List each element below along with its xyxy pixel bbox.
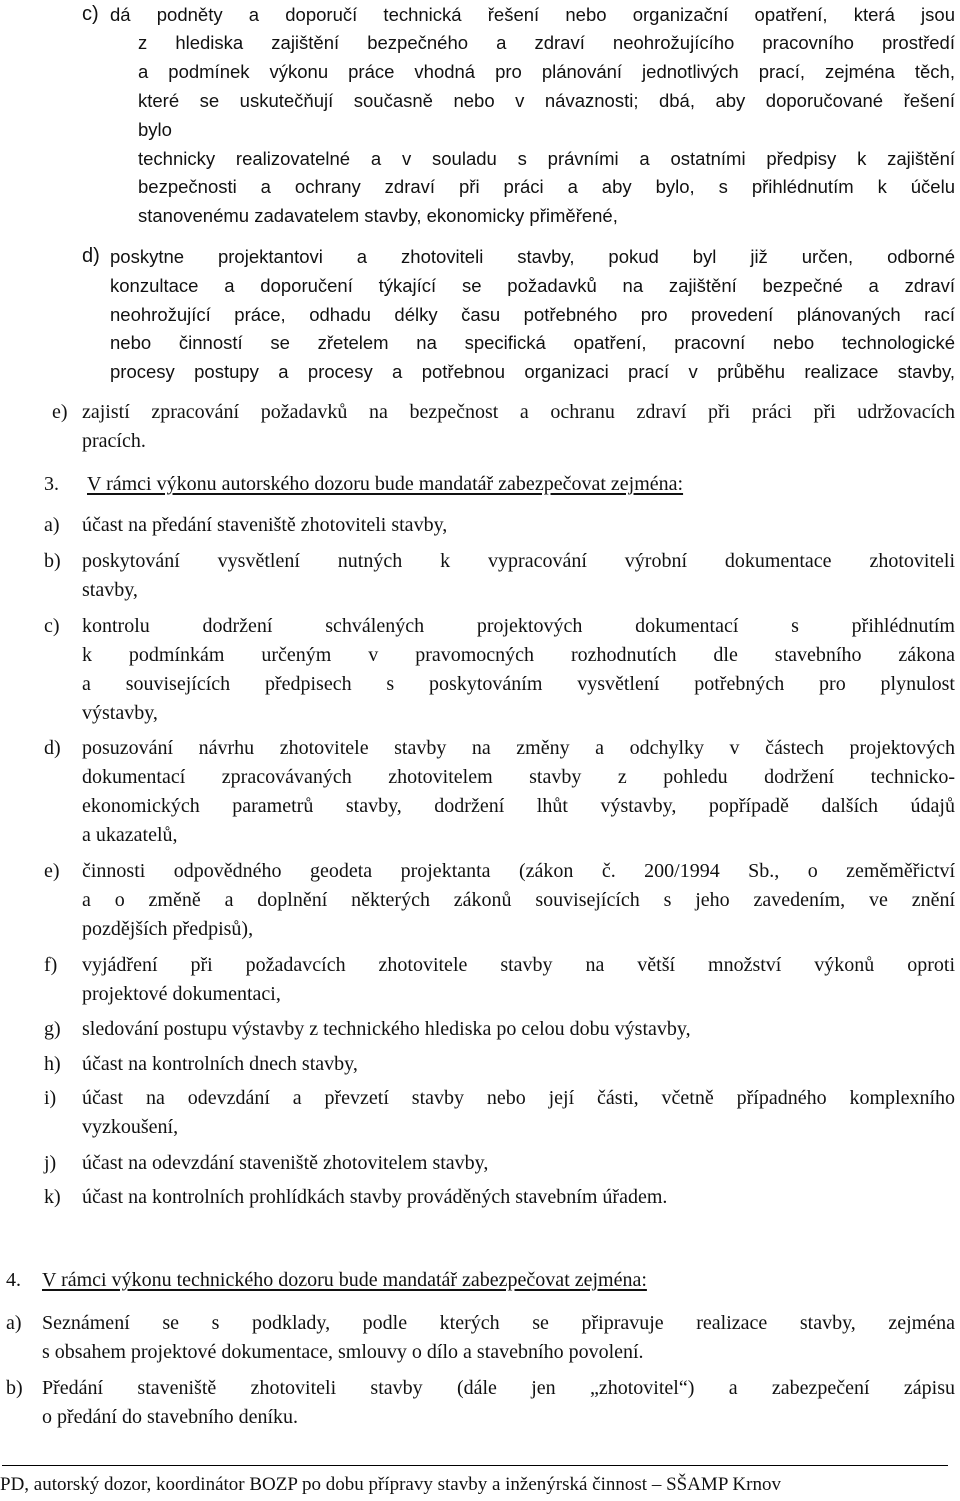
text-line: bezpečnosti a ochrany zdraví při práci a aby bylo, s přihlédnutím k účelu — [138, 176, 955, 197]
text-line: dá podněty a doporučí technická řešení nebo organizační opatření, která jsou — [110, 4, 955, 25]
list-label: b) — [6, 1377, 23, 1399]
text-line: technicky realizovatelné a v souladu s právními a ostatními předpisy k zajištění — [138, 148, 955, 169]
text-line: stavby, — [82, 579, 138, 601]
list-label: c) — [82, 3, 99, 25]
text-line: stanovenému zadavatelem stavby, ekonomicky přiměřené, — [138, 205, 618, 226]
text-line: a ukazatelů, — [82, 824, 178, 846]
text-line: neohrožující práce, odhadu délky času potřebného pro provedení plánovaných rací — [110, 304, 955, 325]
text-line: pracích. — [82, 430, 146, 452]
list-label: d) — [82, 245, 100, 267]
list-label: c) — [44, 615, 60, 637]
heading-text: V rámci výkonu autorského dozoru bude mandatář zabezpečovat zejména: — [87, 473, 684, 495]
text-line: bylo — [138, 119, 172, 140]
text-line: dokumentací zpracovávaných zhotovitelem stavby z pohledu dodržení technicko- — [82, 766, 955, 788]
text-line: a podmínek výkonu práce vhodná pro plánování jednotlivých prací, zejména těch, — [138, 61, 955, 82]
text-line: účast na odevzdání a převzetí stavby nebo její části, včetně případného komplexního — [82, 1087, 955, 1109]
list-label: h) — [44, 1053, 61, 1075]
list-label: g) — [44, 1018, 61, 1040]
text-line: k podmínkám určeným v pravomocných rozhodnutích dle stavebního zákona — [82, 644, 955, 666]
text-line: kontrolu dodržení schválených projektových dokumentací s přihlédnutím — [82, 615, 955, 637]
list-label: k) — [44, 1186, 61, 1208]
text-line: činnosti odpovědného geodeta projektanta (zákon č. 200/1994 Sb., o zeměměřictví — [82, 860, 955, 882]
text-line: účast na kontrolních prohlídkách stavby prováděných stavebním úřadem. — [82, 1186, 668, 1208]
list-label: j) — [44, 1152, 57, 1174]
text-line: zajistí zpracování požadavků na bezpečnost a ochranu zdraví při práci při udržovacích — [82, 401, 955, 423]
heading-text: V rámci výkonu technického dozoru bude mandatář zabezpečovat zejména: — [42, 1269, 647, 1291]
text-line: sledování postupu výstavby z technického hlediska po celou dobu výstavby, — [82, 1018, 691, 1040]
text-line: účast na odevzdání staveniště zhotovitelem stavby, — [82, 1152, 489, 1174]
text-line: z hlediska zajištění bezpečného a zdraví neohrožujícího pracovního prostředí — [138, 32, 955, 53]
footer-rule — [2, 1465, 948, 1466]
text-line: konzultace a doporučení týkající se požadavků na zajištění bezpečné a zdraví — [110, 275, 955, 296]
text-line: pozdějších předpisů), — [82, 918, 254, 940]
list-label: a) — [44, 514, 60, 536]
page-footer: PD, autorský dozor, koordinátor BOZP po dobu přípravy stavby a inženýrská činnost – SŠAMP Krnov — [0, 1474, 781, 1495]
heading-number: 3. — [44, 473, 59, 495]
list-label: i) — [44, 1087, 57, 1109]
text-line: a souvisejících předpisech s poskytováním vysvětlení potřebných pro plynulost — [82, 673, 955, 695]
text-line: a o změně a doplnění některých zákonů souvisejících s jeho zavedením, ve znění — [82, 889, 955, 911]
list-label: d) — [44, 737, 61, 759]
text-line: projektové dokumentaci, — [82, 983, 281, 1005]
text-line: poskytne projektantovi a zhotoviteli stavby, pokud byl již určen, odborné — [110, 246, 955, 267]
text-line: výstavby, — [82, 702, 158, 724]
text-line: s obsahem projektové dokumentace, smlouvy o dílo a stavebního povolení. — [42, 1341, 644, 1363]
text-line: procesy postupy a procesy a potřebnou organizaci prací v průběhu realizace stavby, — [110, 361, 955, 382]
text-line: vyzkoušení, — [82, 1116, 179, 1138]
text-line: o předání do stavebního deníku. — [42, 1406, 299, 1428]
list-label: b) — [44, 550, 61, 572]
text-line: poskytování vysvětlení nutných k vypracování výrobní dokumentace zhotoviteli — [82, 550, 955, 572]
text-line: Předání staveniště zhotoviteli stavby (dále jen „zhotovitel“) a zabezpečení zápisu — [42, 1377, 955, 1399]
heading-number: 4. — [6, 1269, 21, 1291]
text-line: účast na kontrolních dnech stavby, — [82, 1053, 358, 1075]
text-line: které se uskutečňují současně nebo v návaznosti; dbá, aby doporučované řešení — [138, 90, 955, 111]
list-label: a) — [6, 1312, 22, 1334]
text-line: posuzování návrhu zhotovitele stavby na změny a odchylky v částech projektových — [82, 737, 955, 759]
text-line: Seznámení se s podklady, podle kterých se připravuje realizace stavby, zejména — [42, 1312, 955, 1334]
text-line: účast na předání staveniště zhotoviteli stavby, — [82, 514, 448, 536]
list-label: e) — [44, 860, 60, 882]
text-line: nebo činností se zřetelem na specifická opatření, pracovní nebo technologické — [110, 332, 955, 353]
text-line: ekonomických parametrů stavby, dodržení lhůt výstavby, popřípadě dalších údajů — [82, 795, 955, 817]
list-label: f) — [44, 954, 58, 976]
list-label: e) — [52, 401, 68, 423]
text-line: vyjádření při požadavcích zhotovitele stavby na větší množství výkonů oproti — [82, 954, 955, 976]
